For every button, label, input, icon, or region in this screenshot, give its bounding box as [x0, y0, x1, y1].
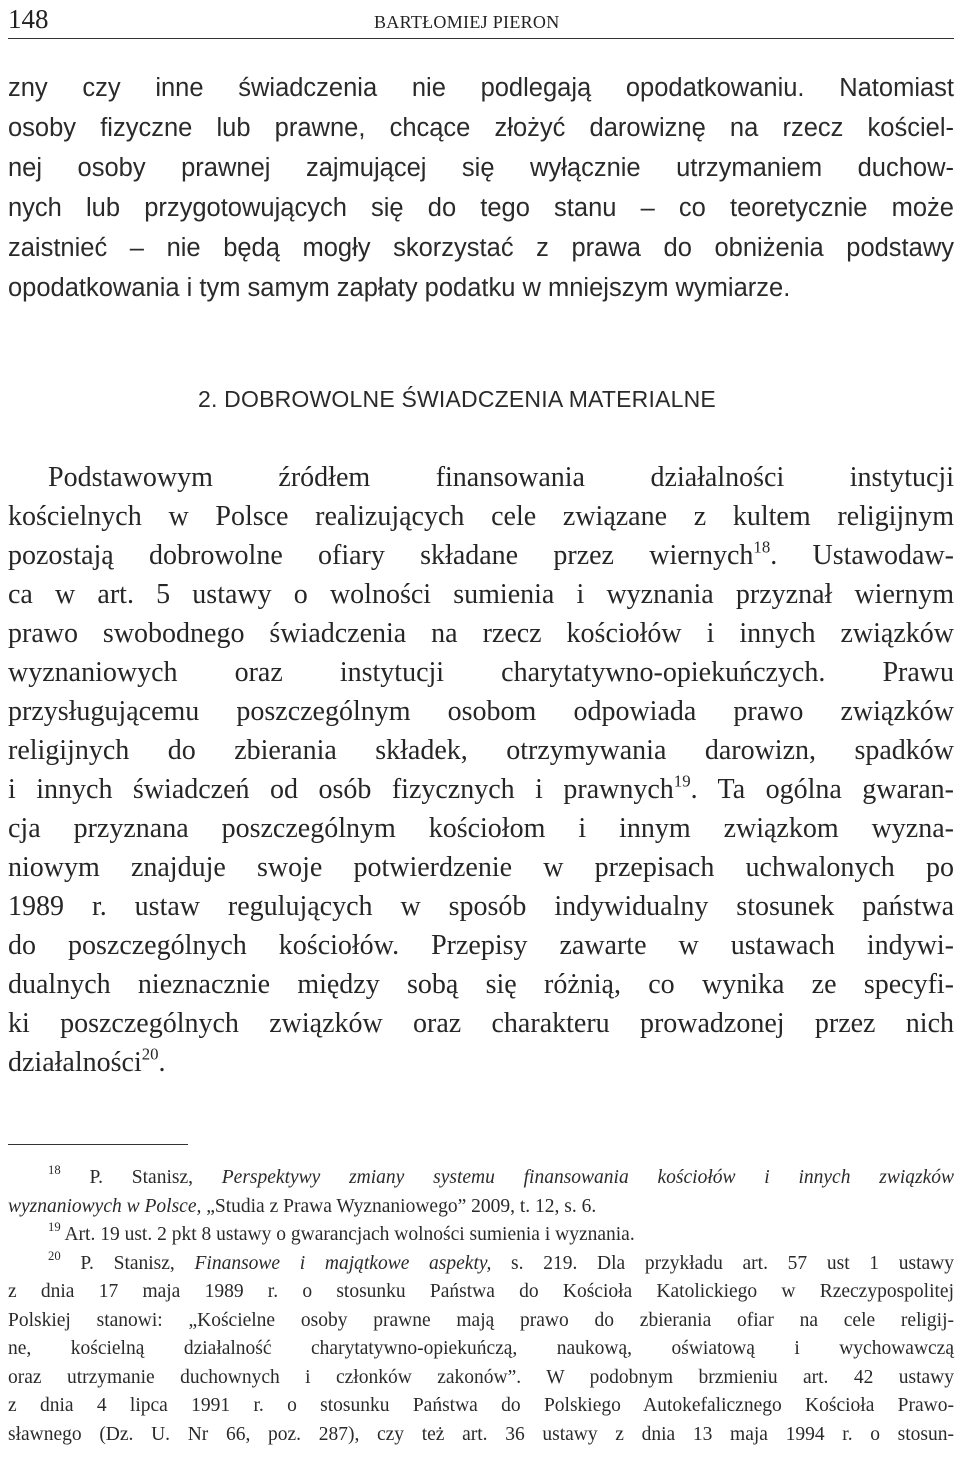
text-line: kościelnych w Polsce realizujących cele związane z kultem religijnym: [8, 501, 954, 532]
text-line: zny czy inne świadczenia nie podlegają opodatkowaniu. Natomiast: [8, 74, 954, 102]
text-span: pozostają dobrowolne ofiary składane przez wiernych: [8, 540, 754, 571]
text-span: . Ta ogólna gwaran-: [690, 774, 954, 805]
text-line: z dnia 17 maja 1989 r. o stosunku Państwa do Kościoła Katolickiego w Rzeczypospolitej: [8, 1281, 954, 1302]
page-header: [8, 2, 954, 39]
text-line: z dnia 4 lipca 1991 r. o stosunku Państwa do Polskiego Autokefalicznego Kościoła Prawo-: [8, 1395, 954, 1416]
text-line: przysługującemu poszczególnym osobom odpowiada prawo związków: [8, 696, 954, 727]
text-span: „Studia z Prawa Wyznaniowego” 2009, t. 12, s. 6.: [201, 1195, 597, 1217]
text-line: osoby fizyczne lub prawne, chcące złożyć darowiznę na rzecz kościel-: [8, 114, 954, 142]
footnote-divider: [8, 1144, 188, 1145]
text-line: do poszczególnych kościołów. Przepisy zawarte w ustawach indywi-: [8, 930, 954, 961]
text-line: opodatkowania i tym samym zapłaty podatku w mniejszym wymiarze.: [8, 274, 791, 302]
text-line: ca w art. 5 ustawy o wolności sumienia i wyznania przyznał wiernym: [8, 579, 954, 610]
text-span: i innych świadczeń od osób fizycznych i prawnych: [8, 774, 674, 805]
text-line: [8, 770, 954, 809]
text-line: wyznaniowych oraz instytucji charytatywno-opiekuńczych. Prawu: [8, 657, 954, 688]
footnotes: [8, 1164, 954, 1449]
text-span: .: [158, 1047, 166, 1078]
work-title: Finansowe i majątkowe aspekty,: [194, 1252, 492, 1274]
text-line: Polskiej stanowi: „Kościelne osoby prawne mają prawo do zbierania ofiar na cele religij-: [8, 1309, 954, 1331]
text-line: sławnego (Dz. U. Nr 66, poz. 287), czy też art. 36 ustawy z dnia 13 maja 1994 r. o stosun-: [8, 1423, 954, 1445]
footnote-ref-20[interactable]: 20: [141, 1044, 159, 1064]
text-line: 1989 r. ustaw regulujących w sposób indywidualny stosunek państwa: [8, 891, 954, 922]
text-span: s. 219. Dla przykładu art. 57 ust 1 ustawy: [491, 1252, 954, 1274]
intro-paragraph: [8, 68, 954, 308]
text-line: nej osoby prawnej zajmującej się wyłącznie utrzymaniem duchow-: [8, 154, 954, 182]
text-span: P. Stanisz,: [60, 1252, 195, 1274]
work-title: wyznaniowych w Polsce,: [8, 1195, 202, 1217]
text-line: nych lub przygotowujących się do tego stanu – co teoretycznie może: [8, 194, 954, 222]
text-line: niowym znajduje swoje potwierdzenie w przepisach uchwalonych po: [8, 852, 954, 883]
footnote-number: 18: [48, 1163, 61, 1178]
footnote-ref-19[interactable]: 19: [673, 771, 691, 791]
body-paragraph: [8, 458, 954, 1082]
text-span: . Ustawodaw-: [770, 540, 954, 571]
text-line: religijnych do zbierania składek, otrzymywania darowizn, spadków: [8, 735, 954, 766]
page-number: 148: [8, 4, 49, 34]
footnote-19: [8, 1221, 954, 1250]
text-span: działalności: [8, 1047, 142, 1078]
work-title: Perspektywy zmiany systemu finansowania kościołów i innych związków: [221, 1167, 954, 1188]
running-head: BARTŁOMIEJ PIERON: [374, 12, 560, 32]
text-span: P. Stanisz,: [60, 1167, 222, 1188]
text-line: ne, kościelną działalność charytatywno-opiekuńczą, naukową, oświatową i wychowawczą: [8, 1338, 954, 1359]
footnote-ref-18[interactable]: 18: [753, 537, 771, 557]
text-line: [8, 1193, 954, 1222]
text-line: prawo swobodnego świadczenia na rzecz kościołów i innych związków: [8, 618, 954, 649]
text-line: dualnych nieznacznie między sobą się różnią, co wynika ze specyfi-: [8, 969, 954, 1000]
footnote-number: 19: [48, 1220, 61, 1235]
text-span: Art. 19 ust. 2 pkt 8 ustawy o gwarancjach wolności sumienia i wyznania.: [60, 1224, 635, 1245]
footnote-18: [8, 1164, 954, 1193]
text-line: oraz utrzymanie duchownych i członków zakonów”. W podobnym brzmieniu art. 42 ustawy: [8, 1366, 954, 1388]
text-line: zaistnieć – nie będą mogły skorzystać z prawa do obniżenia podstawy: [8, 234, 954, 262]
footnote-20: [8, 1250, 954, 1279]
text-line: Podstawowym źródłem finansowania działalności instytucji: [48, 462, 954, 493]
text-line: ki poszczególnych związków oraz charakteru prowadzonej przez nich: [8, 1008, 954, 1039]
text-line: cja przyznana poszczególnym kościołom i innym związkom wyzna-: [8, 813, 954, 844]
footnote-number: 20: [48, 1248, 61, 1263]
text-line: [8, 1043, 954, 1082]
section-heading: 2. DOBROWOLNE ŚWIADCZENIA MATERIALNE: [198, 386, 716, 412]
text-line: [8, 536, 954, 575]
